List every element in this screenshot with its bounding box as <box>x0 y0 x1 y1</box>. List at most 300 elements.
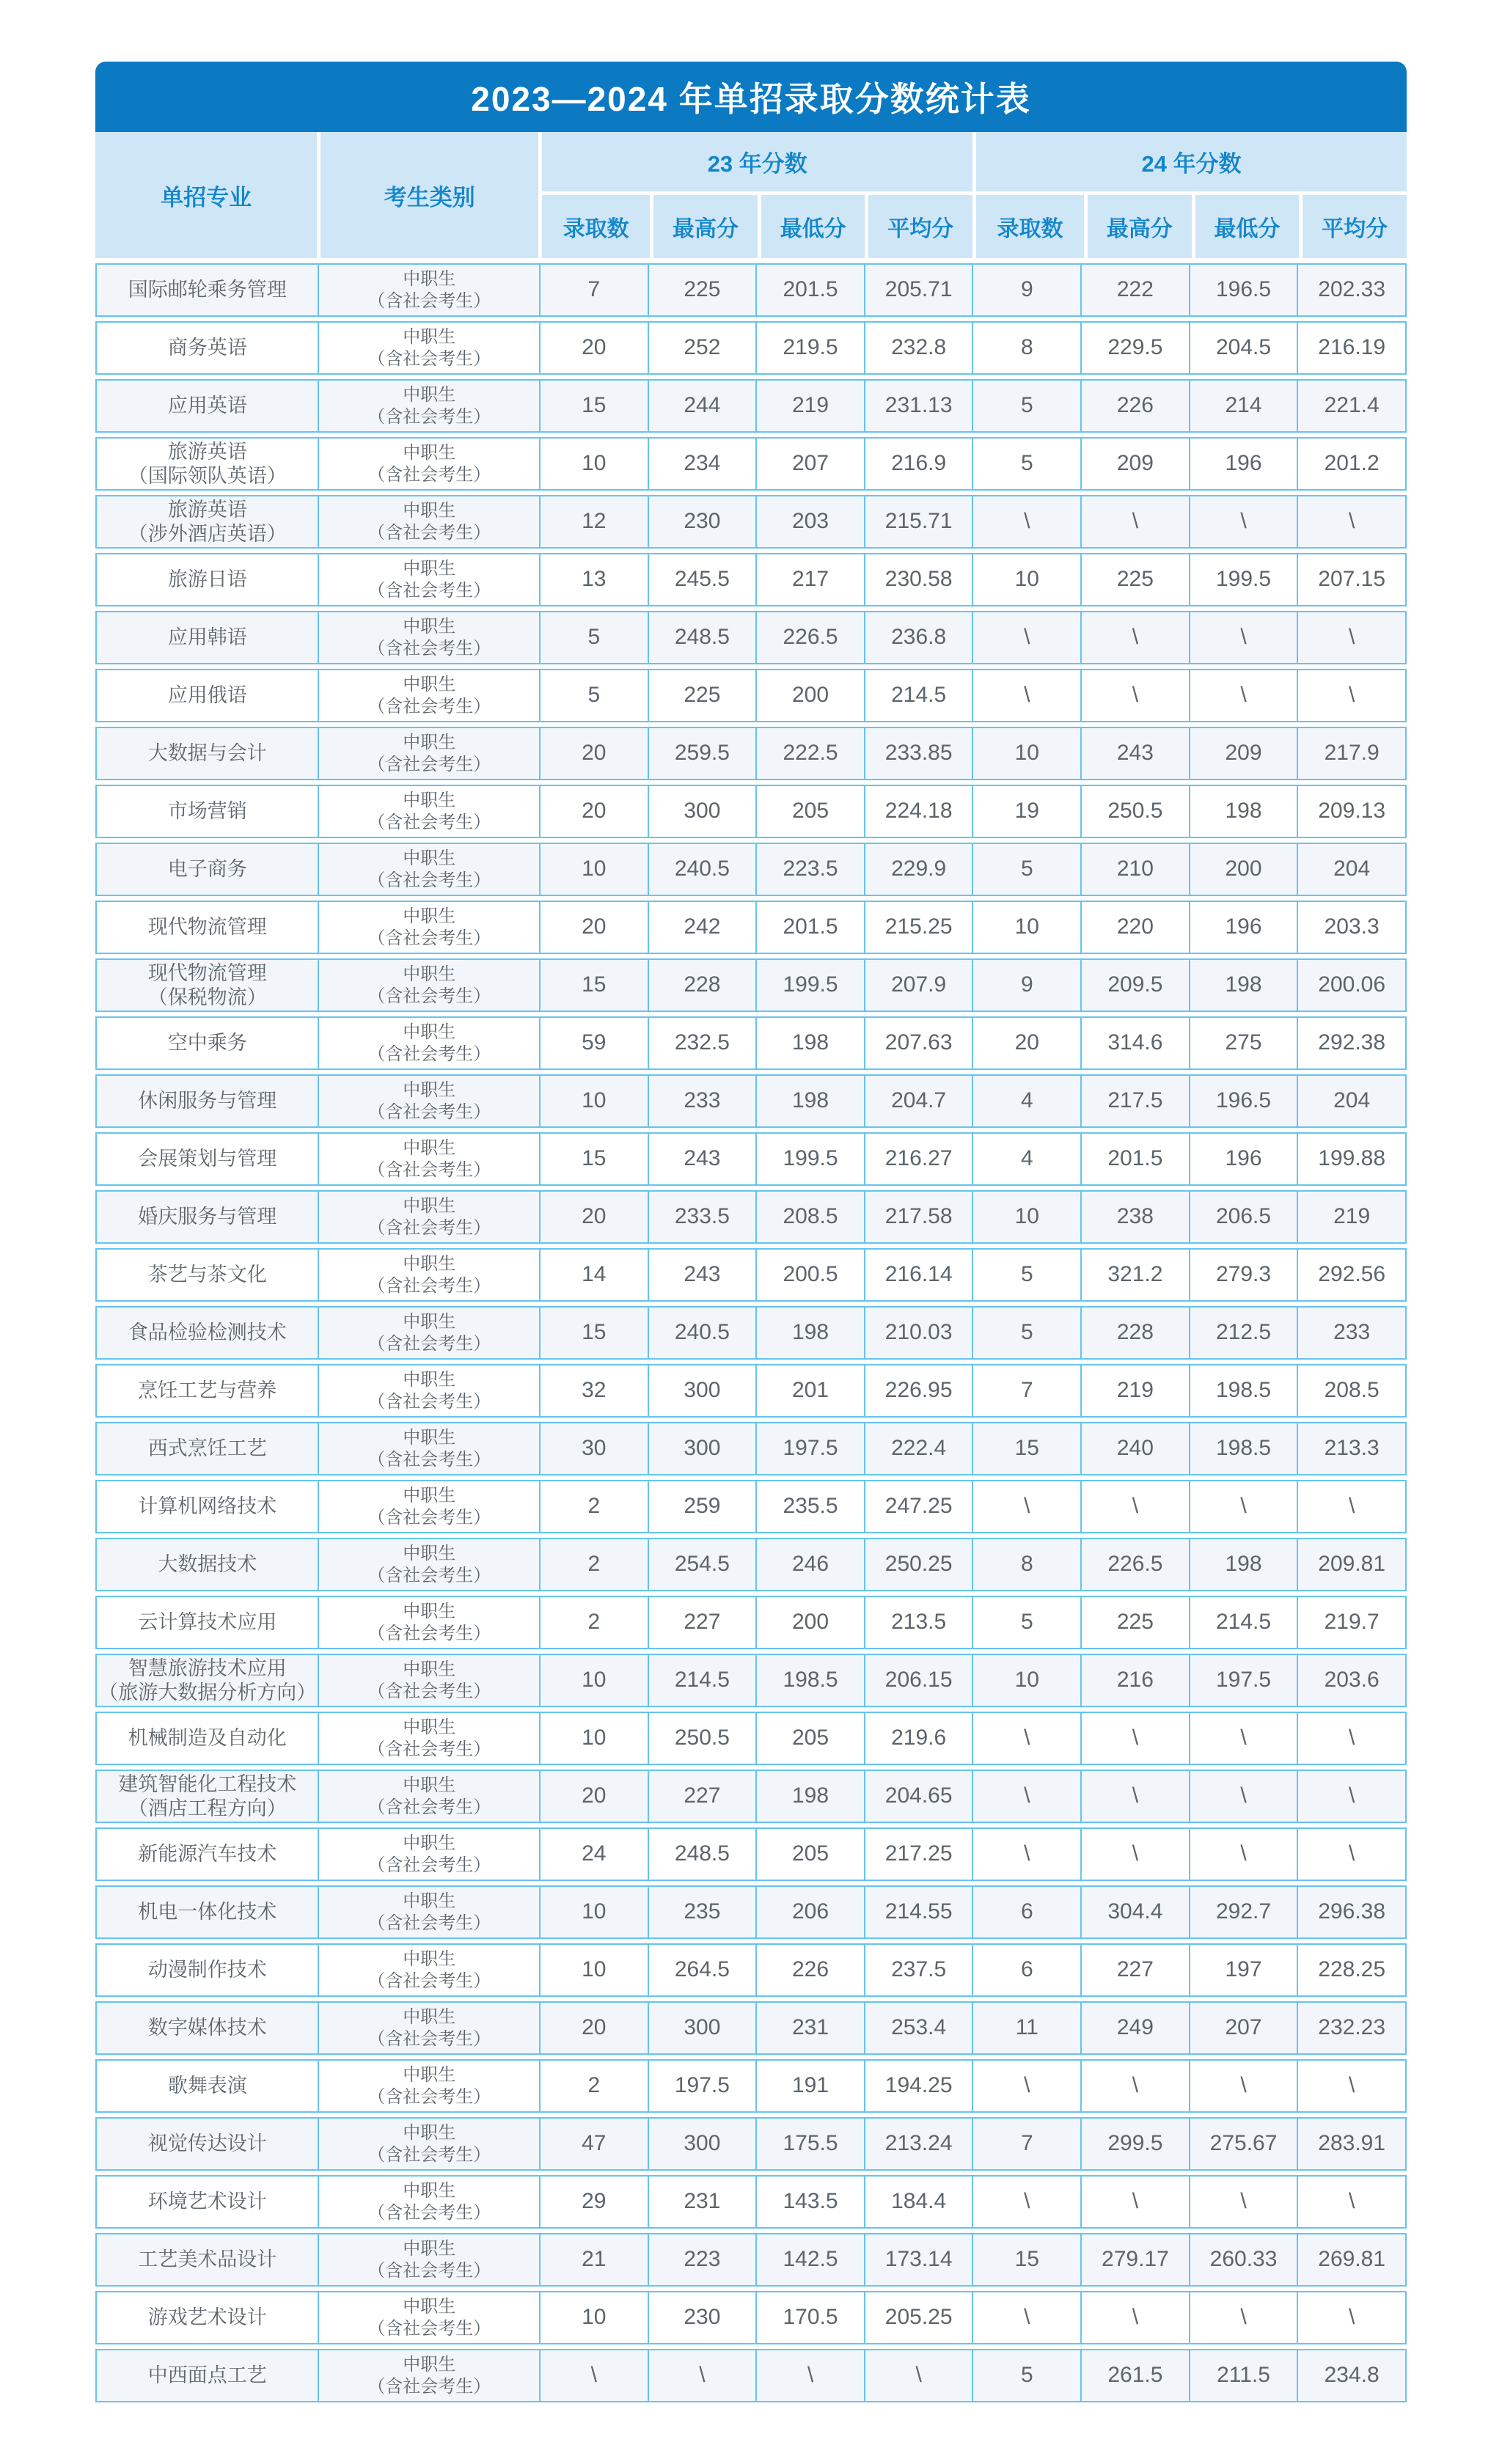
y23-admitted-cell: 15 <box>539 1134 648 1184</box>
major-cell: 动漫制作技术 <box>147 1959 267 1981</box>
y24-min-cell: \ <box>1189 2292 1297 2343</box>
y23-avg-cell: 214.55 <box>864 1887 972 1937</box>
header-year24-label: 24 年分数 <box>976 132 1407 195</box>
category-cell: 中职生 （含社会考生） <box>318 1771 538 1822</box>
category-cell: 中职生 （含社会考生） <box>318 265 538 315</box>
table-row <box>95 1654 1407 1707</box>
category-cell: 中职生 （含社会考生） <box>318 1192 538 1242</box>
table-row <box>95 2175 1407 2229</box>
y23-max-cell: 242 <box>648 902 756 953</box>
header-year23-subrow <box>542 195 972 258</box>
y24-avg-cell: 207.15 <box>1297 554 1405 605</box>
y23-admitted-cell: 32 <box>539 1365 648 1416</box>
table-row <box>95 958 1407 1012</box>
y24-admitted-cell: \ <box>972 1713 1080 1764</box>
y24-min-cell: \ <box>1189 2061 1297 2111</box>
y23-admitted-cell: 2 <box>539 1481 648 1532</box>
y23-avg-cell: 219.6 <box>864 1713 972 1764</box>
major-cell: 中西面点工艺 <box>147 2364 267 2387</box>
category-cell: 中职生 （含社会考生） <box>318 960 538 1011</box>
table-row <box>95 2001 1407 2055</box>
major-cell: 西式烹饪工艺 <box>147 1437 267 1460</box>
y23-admitted-cell: 20 <box>539 2003 648 2053</box>
header-avg-score: 平均分 <box>865 195 972 258</box>
y23-avg-cell: 230.58 <box>864 554 972 605</box>
y23-max-cell: 197.5 <box>648 2061 756 2111</box>
y24-max-cell: 243 <box>1080 728 1189 779</box>
y24-max-cell: 250.5 <box>1080 786 1189 837</box>
y23-min-cell: 201 <box>755 1365 864 1416</box>
category-cell: 中职生 （含社会考生） <box>318 1887 538 1937</box>
y24-avg-cell: 208.5 <box>1297 1365 1405 1416</box>
y23-avg-cell: 253.4 <box>864 2003 972 2053</box>
y24-min-cell: 279.3 <box>1189 1250 1297 1300</box>
y24-avg-cell: \ <box>1297 612 1405 663</box>
y24-avg-cell: 202.33 <box>1297 265 1405 315</box>
y24-max-cell: 227 <box>1080 1945 1189 1995</box>
y23-avg-cell: 204.7 <box>864 1076 972 1126</box>
y24-min-cell: 198 <box>1189 960 1297 1011</box>
y23-min-cell: 198 <box>755 1771 864 1822</box>
y24-avg-cell: 283.91 <box>1297 2119 1405 2169</box>
y24-avg-cell: 232.23 <box>1297 2003 1405 2053</box>
table-row <box>95 263 1407 317</box>
header-category: 考生类别 <box>317 132 538 258</box>
y24-max-cell: 225 <box>1080 1597 1189 1648</box>
y23-min-cell: 198 <box>755 1308 864 1358</box>
table-row <box>95 1016 1407 1070</box>
table-row <box>95 2233 1407 2287</box>
y24-min-cell: 292.7 <box>1189 1887 1297 1937</box>
y24-avg-cell: 296.38 <box>1297 1887 1405 1937</box>
table-row <box>95 1074 1407 1128</box>
y24-avg-cell: 221.4 <box>1297 381 1405 431</box>
y24-min-cell: \ <box>1189 2177 1297 2227</box>
y24-max-cell: 238 <box>1080 1192 1189 1242</box>
y23-avg-cell: 224.18 <box>864 786 972 837</box>
y23-max-cell: 232.5 <box>648 1018 756 1068</box>
y23-min-cell: 142.5 <box>755 2234 864 2285</box>
y24-admitted-cell: 10 <box>972 902 1080 953</box>
y23-admitted-cell: 20 <box>539 1771 648 1822</box>
y23-avg-cell: 250.25 <box>864 1539 972 1590</box>
y24-min-cell: 211.5 <box>1189 2350 1297 2401</box>
y24-min-cell: 275.67 <box>1189 2119 1297 2169</box>
y23-admitted-cell: 30 <box>539 1423 648 1474</box>
y24-max-cell: \ <box>1080 612 1189 663</box>
y23-max-cell: 300 <box>648 2119 756 2169</box>
category-cell: 中职生 （含社会考生） <box>318 1481 538 1532</box>
header-admitted-count: 录取数 <box>563 217 629 241</box>
table-row <box>95 1827 1407 1881</box>
header-year23-group <box>538 132 972 258</box>
y24-min-cell: 198 <box>1189 786 1297 837</box>
table-body <box>95 263 1407 2402</box>
y24-max-cell: \ <box>1080 2061 1189 2111</box>
y24-avg-cell: 292.56 <box>1297 1250 1405 1300</box>
category-cell: 中职生 （含社会考生） <box>318 439 538 489</box>
table-row <box>95 727 1407 780</box>
y24-min-cell: 200 <box>1189 844 1297 895</box>
y24-admitted-cell: \ <box>972 2061 1080 2111</box>
y24-min-cell: \ <box>1189 496 1297 547</box>
y24-min-cell: \ <box>1189 1771 1297 1822</box>
y24-admitted-cell: \ <box>972 1771 1080 1822</box>
y23-min-cell: 175.5 <box>755 2119 864 2169</box>
y23-admitted-cell: 10 <box>539 2292 648 2343</box>
category-cell: 中职生 （含社会考生） <box>318 2177 538 2227</box>
y24-max-cell: \ <box>1080 1829 1189 1880</box>
category-cell: 中职生 （含社会考生） <box>318 1134 538 1184</box>
y24-max-cell: 229.5 <box>1080 323 1189 373</box>
category-cell: 中职生 （含社会考生） <box>318 1713 538 1764</box>
y24-avg-cell: 203.6 <box>1297 1655 1405 1706</box>
table-row <box>95 669 1407 722</box>
y24-avg-cell: 216.19 <box>1297 323 1405 373</box>
y23-avg-cell: 217.58 <box>864 1192 972 1242</box>
y23-admitted-cell: 10 <box>539 1655 648 1706</box>
y23-admitted-cell: 24 <box>539 1829 648 1880</box>
y23-min-cell: 200.5 <box>755 1250 864 1300</box>
y24-avg-cell: 228.25 <box>1297 1945 1405 1995</box>
y24-min-cell: 199.5 <box>1189 554 1297 605</box>
y24-avg-cell: \ <box>1297 1481 1405 1532</box>
category-cell: 中职生 （含社会考生） <box>318 1018 538 1068</box>
y24-min-cell: 214.5 <box>1189 1597 1297 1648</box>
table-row <box>95 1248 1407 1302</box>
y24-avg-cell: 217.9 <box>1297 728 1405 779</box>
major-cell: 机电一体化技术 <box>138 1901 277 1924</box>
y23-avg-cell: 210.03 <box>864 1308 972 1358</box>
y24-min-cell: 198.5 <box>1189 1365 1297 1416</box>
table-row <box>95 1538 1407 1591</box>
y24-max-cell: 321.2 <box>1080 1250 1189 1300</box>
y23-admitted-cell: 13 <box>539 554 648 605</box>
y24-admitted-cell: \ <box>972 670 1080 721</box>
y23-max-cell: 225 <box>648 670 756 721</box>
y24-min-cell: 207 <box>1189 2003 1297 2053</box>
y24-min-cell: 260.33 <box>1189 2234 1297 2285</box>
table-row <box>95 2349 1407 2402</box>
y23-max-cell: 244 <box>648 381 756 431</box>
y23-avg-cell: \ <box>864 2350 972 2401</box>
y24-max-cell: \ <box>1080 1771 1189 1822</box>
table-row <box>95 437 1407 491</box>
y23-admitted-cell: 20 <box>539 323 648 373</box>
y23-max-cell: 233 <box>648 1076 756 1126</box>
y23-min-cell: 203 <box>755 496 864 547</box>
y24-admitted-cell: 10 <box>972 554 1080 605</box>
y23-min-cell: 200 <box>755 670 864 721</box>
y23-admitted-cell: 2 <box>539 1539 648 1590</box>
y24-max-cell: 210 <box>1080 844 1189 895</box>
y24-min-cell: 198.5 <box>1189 1423 1297 1474</box>
y23-min-cell: 219.5 <box>755 323 864 373</box>
y23-max-cell: 223 <box>648 2234 756 2285</box>
y23-avg-cell: 194.25 <box>864 2061 972 2111</box>
category-cell: 中职生 （含社会考生） <box>318 1423 538 1474</box>
y23-max-cell: 243 <box>648 1250 756 1300</box>
y24-avg-cell: 209.13 <box>1297 786 1405 837</box>
y24-admitted-cell: 10 <box>972 1192 1080 1242</box>
y24-avg-cell: 269.81 <box>1297 2234 1405 2285</box>
major-cell: 会展策划与管理 <box>138 1148 277 1170</box>
y23-max-cell: 227 <box>648 1597 756 1648</box>
y23-avg-cell: 247.25 <box>864 1481 972 1532</box>
y23-admitted-cell: 29 <box>539 2177 648 2227</box>
y23-avg-cell: 207.9 <box>864 960 972 1011</box>
category-cell: 中职生 （含社会考生） <box>318 786 538 837</box>
table-row <box>95 785 1407 838</box>
y24-admitted-cell: 8 <box>972 323 1080 373</box>
y24-max-cell: 222 <box>1080 265 1189 315</box>
y24-admitted-cell: 6 <box>972 1945 1080 1995</box>
y23-avg-cell: 207.63 <box>864 1018 972 1068</box>
category-cell: 中职生 （含社会考生） <box>318 670 538 721</box>
major-cell: 休闲服务与管理 <box>138 1090 277 1112</box>
y23-admitted-cell: 15 <box>539 381 648 431</box>
y24-admitted-cell: 20 <box>972 1018 1080 1068</box>
y23-avg-cell: 214.5 <box>864 670 972 721</box>
y24-min-cell: 196.5 <box>1189 265 1297 315</box>
table-row <box>95 843 1407 896</box>
y24-max-cell: 225 <box>1080 554 1189 605</box>
y24-admitted-cell: 5 <box>972 381 1080 431</box>
y23-max-cell: 235 <box>648 1887 756 1937</box>
y23-max-cell: 227 <box>648 1771 756 1822</box>
category-cell: 中职生 （含社会考生） <box>318 496 538 547</box>
y23-admitted-cell: 20 <box>539 786 648 837</box>
table-row <box>95 1596 1407 1649</box>
y24-avg-cell: 209.81 <box>1297 1539 1405 1590</box>
y23-avg-cell: 229.9 <box>864 844 972 895</box>
y23-min-cell: 199.5 <box>755 1134 864 1184</box>
y24-min-cell: 196 <box>1189 439 1297 489</box>
major-cell: 计算机网络技术 <box>138 1495 277 1518</box>
y24-admitted-cell: 10 <box>972 728 1080 779</box>
y23-avg-cell: 237.5 <box>864 1945 972 1995</box>
major-cell: 应用英语 <box>167 395 247 417</box>
y23-max-cell: 225 <box>648 265 756 315</box>
header-year24-group <box>972 132 1407 258</box>
y23-max-cell: 264.5 <box>648 1945 756 1995</box>
y24-admitted-cell: 5 <box>972 1250 1080 1300</box>
y24-admitted-cell: 7 <box>972 1365 1080 1416</box>
category-cell: 中职生 （含社会考生） <box>318 844 538 895</box>
y24-min-cell: 209 <box>1189 728 1297 779</box>
y23-avg-cell: 213.5 <box>864 1597 972 1648</box>
y23-min-cell: 201.5 <box>755 265 864 315</box>
y24-admitted-cell: 15 <box>972 1423 1080 1474</box>
y23-min-cell: 226 <box>755 1945 864 1995</box>
y23-avg-cell: 184.4 <box>864 2177 972 2227</box>
y24-max-cell: 249 <box>1080 2003 1189 2053</box>
y23-max-cell: 254.5 <box>648 1539 756 1590</box>
y23-min-cell: 200 <box>755 1597 864 1648</box>
table-row <box>95 321 1407 375</box>
header-min-score: 最低分 <box>1192 195 1300 258</box>
y23-max-cell: \ <box>648 2350 756 2401</box>
category-cell: 中职生 （含社会考生） <box>318 1655 538 1706</box>
y24-admitted-cell: 7 <box>972 2119 1080 2169</box>
y23-admitted-cell: 20 <box>539 1192 648 1242</box>
major-cell: 机械制造及自动化 <box>128 1727 287 1750</box>
y24-avg-cell: \ <box>1297 2061 1405 2111</box>
y24-min-cell: 196 <box>1189 1134 1297 1184</box>
y24-max-cell: 209 <box>1080 439 1189 489</box>
major-cell: 烹饪工艺与营养 <box>138 1379 277 1402</box>
header-avg-score: 平均分 <box>1299 195 1407 258</box>
y23-min-cell: 206 <box>755 1887 864 1937</box>
y24-avg-cell: \ <box>1297 496 1405 547</box>
y24-avg-cell: \ <box>1297 2177 1405 2227</box>
category-cell: 中职生 （含社会考生） <box>318 902 538 953</box>
y23-min-cell: 143.5 <box>755 2177 864 2227</box>
table-row <box>95 553 1407 606</box>
y23-min-cell: 223.5 <box>755 844 864 895</box>
table-row <box>95 379 1407 433</box>
major-cell: 现代物流管理 （保税物流） <box>147 961 267 1008</box>
y23-min-cell: 219 <box>755 381 864 431</box>
y24-max-cell: 226.5 <box>1080 1539 1189 1590</box>
category-cell: 中职生 （含社会考生） <box>318 2350 538 2401</box>
y24-admitted-cell: \ <box>972 1829 1080 1880</box>
y23-max-cell: 245.5 <box>648 554 756 605</box>
y23-max-cell: 259.5 <box>648 728 756 779</box>
y23-admitted-cell: 10 <box>539 844 648 895</box>
y24-max-cell: \ <box>1080 496 1189 547</box>
y24-max-cell: 201.5 <box>1080 1134 1189 1184</box>
major-cell: 歌舞表演 <box>167 2075 247 2097</box>
y23-avg-cell: 231.13 <box>864 381 972 431</box>
table-row <box>95 1132 1407 1186</box>
y24-avg-cell: 204 <box>1297 1076 1405 1126</box>
category-cell: 中职生 （含社会考生） <box>318 1829 538 1880</box>
category-cell: 中职生 （含社会考生） <box>318 2119 538 2169</box>
y24-min-cell: \ <box>1189 670 1297 721</box>
y23-min-cell: 205 <box>755 1713 864 1764</box>
table-row <box>95 2059 1407 2113</box>
major-cell: 旅游英语 （国际领队英语） <box>128 440 287 487</box>
y24-avg-cell: 292.38 <box>1297 1018 1405 1068</box>
y24-admitted-cell: 15 <box>972 2234 1080 2285</box>
y23-max-cell: 259 <box>648 1481 756 1532</box>
category-cell: 中职生 （含社会考生） <box>318 1945 538 1995</box>
y23-max-cell: 252 <box>648 323 756 373</box>
y23-admitted-cell: 5 <box>539 670 648 721</box>
category-cell: 中职生 （含社会考生） <box>318 1597 538 1648</box>
y23-admitted-cell: 20 <box>539 902 648 953</box>
y24-admitted-cell: \ <box>972 496 1080 547</box>
y23-avg-cell: 173.14 <box>864 2234 972 2285</box>
category-cell: 中职生 （含社会考生） <box>318 612 538 663</box>
y23-max-cell: 234 <box>648 439 756 489</box>
y23-admitted-cell: 12 <box>539 496 648 547</box>
y23-admitted-cell: 10 <box>539 1887 648 1937</box>
y24-admitted-cell: \ <box>972 612 1080 663</box>
y23-avg-cell: 216.14 <box>864 1250 972 1300</box>
table-row <box>95 1712 1407 1765</box>
y23-min-cell: 207 <box>755 439 864 489</box>
y24-avg-cell: 204 <box>1297 844 1405 895</box>
y24-max-cell: \ <box>1080 2292 1189 2343</box>
y24-min-cell: 212.5 <box>1189 1308 1297 1358</box>
y23-min-cell: \ <box>755 2350 864 2401</box>
major-cell: 大数据与会计 <box>147 742 267 765</box>
table-row <box>95 2291 1407 2344</box>
y23-avg-cell: 216.27 <box>864 1134 972 1184</box>
y23-avg-cell: 233.85 <box>864 728 972 779</box>
major-cell: 建筑智能化工程技术 （酒店工程方向） <box>118 1772 297 1819</box>
y24-avg-cell: 213.3 <box>1297 1423 1405 1474</box>
y24-min-cell: 206.5 <box>1189 1192 1297 1242</box>
y24-admitted-cell: 4 <box>972 1076 1080 1126</box>
major-cell: 视觉传达设计 <box>147 2133 267 2155</box>
y23-admitted-cell: 15 <box>539 960 648 1011</box>
y24-min-cell: \ <box>1189 612 1297 663</box>
category-cell: 中职生 （含社会考生） <box>318 381 538 431</box>
y23-max-cell: 300 <box>648 2003 756 2053</box>
y24-avg-cell: 200.06 <box>1297 960 1405 1011</box>
y24-admitted-cell: \ <box>972 2292 1080 2343</box>
y23-avg-cell: 226.95 <box>864 1365 972 1416</box>
y24-max-cell: 219 <box>1080 1365 1189 1416</box>
major-cell: 市场营销 <box>167 800 247 823</box>
category-cell: 中职生 （含社会考生） <box>318 323 538 373</box>
y24-max-cell: 220 <box>1080 902 1189 953</box>
table-row <box>95 1364 1407 1418</box>
category-cell: 中职生 （含社会考生） <box>318 2234 538 2285</box>
category-cell: 中职生 （含社会考生） <box>318 2003 538 2053</box>
y23-avg-cell: 206.15 <box>864 1655 972 1706</box>
y23-max-cell: 243 <box>648 1134 756 1184</box>
y24-max-cell: 299.5 <box>1080 2119 1189 2169</box>
major-cell: 国际邮轮乘务管理 <box>128 279 287 301</box>
y23-max-cell: 248.5 <box>648 612 756 663</box>
y23-min-cell: 201.5 <box>755 902 864 953</box>
table-row <box>95 2117 1407 2171</box>
y24-max-cell: 304.4 <box>1080 1887 1189 1937</box>
table-row <box>95 495 1407 549</box>
score-table <box>95 62 1407 2402</box>
major-cell: 数字媒体技术 <box>147 2017 267 2039</box>
y24-admitted-cell: \ <box>972 2177 1080 2227</box>
major-cell: 现代物流管理 <box>147 916 267 939</box>
y24-avg-cell: \ <box>1297 1771 1405 1822</box>
category-cell: 中职生 （含社会考生） <box>318 1539 538 1590</box>
category-cell: 中职生 （含社会考生） <box>318 2292 538 2343</box>
y24-admitted-cell: 9 <box>972 960 1080 1011</box>
y24-min-cell: 204.5 <box>1189 323 1297 373</box>
y23-avg-cell: 222.4 <box>864 1423 972 1474</box>
y23-max-cell: 214.5 <box>648 1655 756 1706</box>
y23-min-cell: 170.5 <box>755 2292 864 2343</box>
y24-max-cell: \ <box>1080 1481 1189 1532</box>
y23-admitted-cell: 10 <box>539 1076 648 1126</box>
category-cell: 中职生 （含社会考生） <box>318 554 538 605</box>
y24-max-cell: 279.17 <box>1080 2234 1189 2285</box>
y24-min-cell: \ <box>1189 1829 1297 1880</box>
y23-min-cell: 198 <box>755 1076 864 1126</box>
header-min-score: 最低分 <box>758 195 865 258</box>
y23-min-cell: 197.5 <box>755 1423 864 1474</box>
header-year23-label: 23 年分数 <box>542 132 972 195</box>
y24-min-cell: \ <box>1189 1481 1297 1532</box>
y23-max-cell: 250.5 <box>648 1713 756 1764</box>
y23-min-cell: 205 <box>755 786 864 837</box>
y24-avg-cell: 219 <box>1297 1192 1405 1242</box>
y23-avg-cell: 236.8 <box>864 612 972 663</box>
